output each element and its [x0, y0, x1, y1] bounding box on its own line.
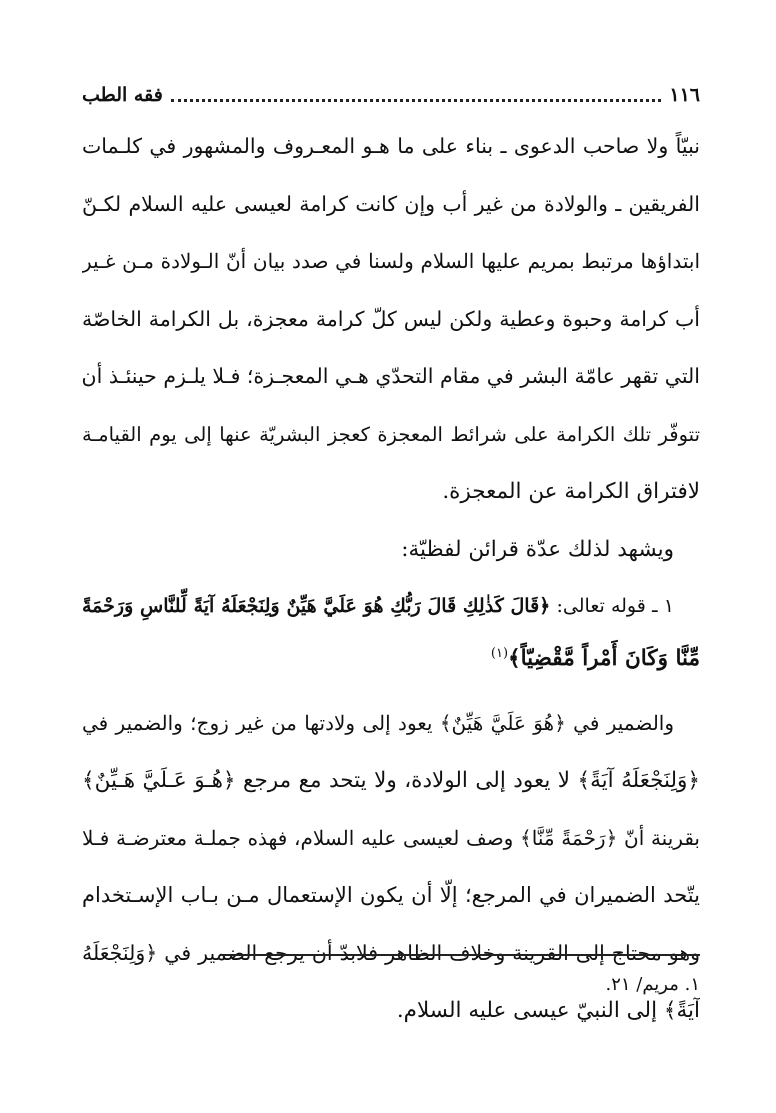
- page-number: ١١٦: [669, 84, 700, 106]
- text-line: لافتراق الكرامة عن المعجزة.: [442, 479, 700, 504]
- item-one-line-2: [82, 636, 700, 681]
- footnote: ١. مريم/ ٢١.: [605, 974, 700, 995]
- header-dotted-leader: [171, 99, 662, 102]
- running-header: [82, 78, 700, 112]
- item-one-line-1: [82, 578, 700, 636]
- text-line: بقرينة أنّ ﴿رَحْمَةً مِّنَّا﴾ وصف لعيسى عليه السلام، فهذه جملـة معترضـة فـلا: [82, 825, 700, 850]
- text-line: يتّحد الضميران في المرجع؛ إلّا أن يكون الإستعمال مـن بـاب الإسـتخدام: [82, 883, 700, 907]
- text-line: والضمير في ﴿هُوَ عَلَيَّ هَيِّنٌ﴾ يعود إلى ولادتها من غير زوج؛ والضمير في: [82, 710, 674, 735]
- footnote-divider: [222, 954, 700, 956]
- quran-verse: ﴿قَالَ كَذٰلِكِ قَالَ رَبُّكِ هُوَ عَلَيَّ هَيِّنٌ وَلِنَجْعَلَهُ آيَةً لِّلنَّاسِ وَرَحْمَةً: [82, 595, 551, 617]
- text-line: نبيّاً ولا صاحب الدعوى ـ بناء على ما هـو المعـروف والمشهور في كلـمات: [82, 134, 700, 158]
- text-line: ابتداؤها مرتبط بمريم عليها السلام ولسنا في صدد بيان أنّ الـولادة مـن غـير: [82, 249, 700, 273]
- book-page: [82, 78, 700, 1038]
- text-line: الفريقين ـ والولادة من غير أب وإن كانت كرامة لعيسى عليه السلام لكـنّ: [82, 191, 700, 216]
- text-line: تتوفّر تلك الكرامة على شرائط المعجزة كعجز البشريّة عنها إلى يوم القيامـة: [82, 422, 700, 446]
- footnote-ref: (١): [490, 645, 509, 661]
- item-one-prefix: ١ ـ قوله تعالى:: [556, 595, 674, 617]
- text-line: ﴿وَلِنَجْعَلَهُ آيَةً﴾ لا يعود إلى الولادة، ولا يتحد مع مرجع ﴿هُـوَ عَـلَيَّ هَـيِّنٌ﴾: [82, 768, 700, 793]
- quran-verse: مِّنَّا وَكَانَ أَمْراً مَّقْضِيّاً﴾: [508, 645, 700, 671]
- paragraph-gap: [82, 681, 700, 695]
- text-line: أب كرامة وحبوة وعطية ولكن ليس كلّ كرامة معجزة، بل الكرامة الخاصّة: [82, 306, 700, 331]
- text-line: وهو محتاج إلى القرينة وخلاف الظاهر فلابدّ أن يرجع الضمير في ﴿وَلِنَجْعَلَهُ: [82, 940, 700, 965]
- text-line: التي تقهر عامّة البشر في مقام التحدّي هـي المعجـزة؛ فـلا يلـزم حينئـذ أن: [82, 364, 700, 388]
- text-line: آيَةً﴾ إلى النبيّ عيسى عليه السلام.: [396, 998, 700, 1023]
- book-title: فقه الطب: [82, 84, 163, 106]
- body-text: [82, 118, 700, 1040]
- witness-intro: ويشهد لذلك عدّة قرائن لفظيّة:: [401, 536, 674, 562]
